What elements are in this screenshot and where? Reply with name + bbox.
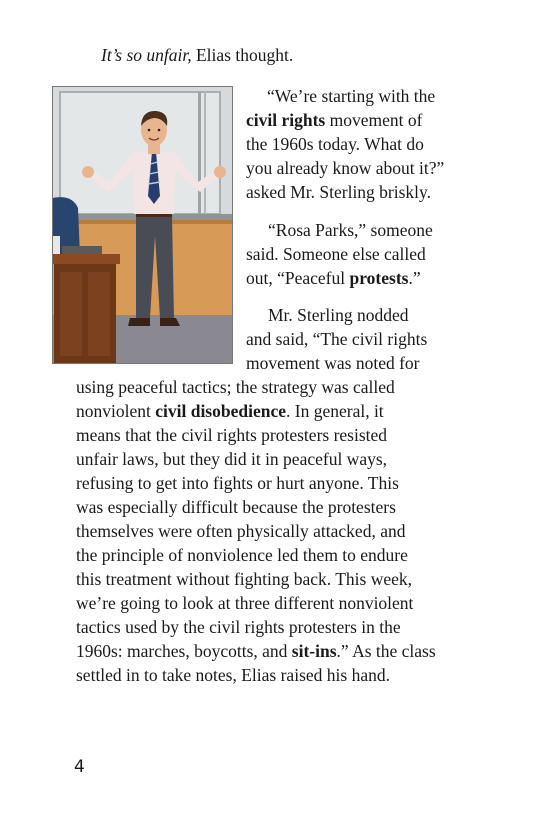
para3-line5: nonviolent civil disobedience. In general, it (76, 401, 384, 421)
para3-line16: settled in to take notes, Elias raised his hand. (76, 665, 390, 685)
para3-line11: the principle of nonviolence led them to endure (76, 545, 408, 565)
lead-rest: Elias thought. (191, 45, 294, 65)
para3-line14: tactics used by the civil rights protesters in the (76, 617, 401, 637)
term-protests: protests (349, 268, 409, 288)
para3-line2: and said, “The civil rights (246, 329, 428, 349)
page-number: 4 (74, 757, 85, 777)
para3-line9: was especially difficult because the protesters (76, 497, 396, 517)
para1-line2: civil rights movement of (246, 110, 423, 130)
para2-line1: “Rosa Parks,” someone (268, 220, 433, 240)
para3-line15: 1960s: marches, boycotts, and sit-ins.” As the class (76, 641, 436, 661)
para1-line5: asked Mr. Sterling briskly. (246, 182, 432, 202)
para3-line4: using peaceful tactics; the strategy was called (76, 377, 395, 397)
para2-line2: said. Someone else called (246, 244, 426, 264)
lead-sentence (101, 43, 293, 67)
para3-line8: refusing to get into fights or hurt anyone. This (76, 473, 399, 493)
para1-line3: the 1960s today. What do (246, 134, 424, 154)
para3-line1: Mr. Sterling nodded (268, 305, 409, 325)
term-civil-disobedience: civil disobedience (155, 401, 286, 421)
term-civil-rights: civil rights (246, 110, 326, 130)
para3-line6: means that the civil rights protesters resisted (76, 425, 388, 445)
teacher-illustration (52, 86, 233, 364)
para3-line3: movement was noted for (246, 353, 420, 373)
para2-line3: out, “Peaceful protests.” (246, 268, 421, 288)
para1-line1: “We’re starting with the (267, 86, 436, 106)
term-sit-ins: sit-ins (291, 641, 337, 661)
para3-line10: themselves were often physically attacked, and (76, 521, 406, 541)
para3-line7: unfair laws, but they did it in peaceful ways, (76, 449, 388, 469)
para1-line4: you already know about it?” (246, 158, 445, 178)
para3-line12: this treatment without fighting back. This week, (76, 569, 413, 589)
para3-line13: we’re going to look at three different nonviolent (76, 593, 414, 613)
lead-italic: It’s so unfair, (101, 45, 192, 65)
